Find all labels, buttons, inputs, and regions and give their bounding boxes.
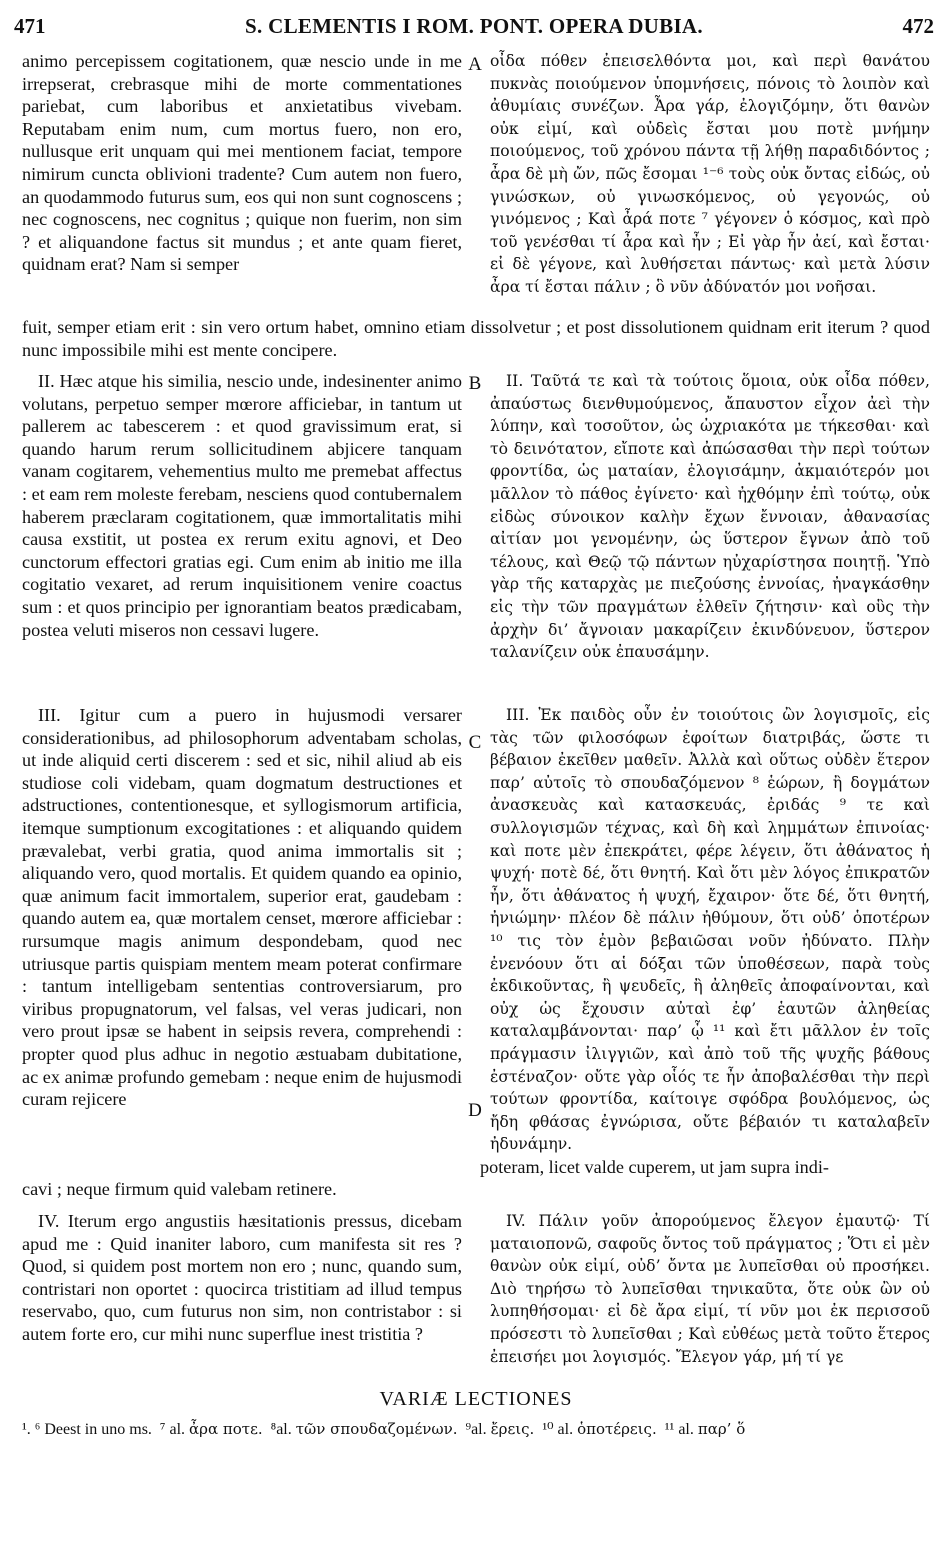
note-greek: ὁποτέρεις. <box>577 1420 657 1438</box>
greek-paragraph: III. Ἐκ παιδὸς οὖν ἐν τοιούτοις ὢν λογισμοῖς, εἰς τὰς τῶν φιλοσόφων ἐφοίτων διατριβάς, ὥστε τι βέβαιον ἐκεῖθεν μαθεῖν. Ἀλλὰ καὶ οὕτως οὐδὲν ἕτερον παρ’ αὐτοῖς τὸ σπουδαζόμενον ⁸ ἑώρων, ἢ δογμάτων ἀνασκευὰς καὶ κατασκευάς, ἐριδάς ⁹ τε καὶ συλλογισμῶν τέχνας, καὶ δὴ καὶ λημμάτων ἐπινοίας· καὶ ποτε μὲν ἐπεκράτει, φέρε λέγειν, ὅτι ἀθάνατος ἡ ψυχή· ποτὲ δέ, ὅτι θνητή. Καὶ ὅτι μὲν λόγος ἐπικρατῶν ἦν, ὅτι ἀθάνατος ἡ ψυχή, ἔχαιρον· ὅτε δέ, ὅτι θνητή, ἠνιώμην· πλέον δὲ πάλιν ἠθύμουν, ὅτι οὐδ’ ὁποτέρων ¹⁰ τις τὸν ἐμὸν βεβαιῶσαι νοῦν ἠδύνατο. Πλὴν ἐνενόουν ὅτι αἱ δόξαι τῶν ὑποθέσεων, παρὰ τοὺς ἐκδικοῦντας, ἢ ψευδεῖς, ἢ ἀληθεῖς ἀποφαίνονται, καὶ οὐχ ὡς ἔχουσιν αὐταὶ ἐφ’ ἑαυτῶν ἀληθείας καταλαμβάνονται· παρ’ ᾧ ¹¹ καὶ ἔτι μᾶλλον ἐν τοῖς πράγμασιν ἰλιγγιῶν, καὶ ἀπὸ τοῦ τῆς ψυχῆς βάθους ἐστέναζον· οὔτε γὰρ οἷός τε ἦν ἀποβαλέσθαι τὴν περὶ τούτων φροντίδα, καίτοιγε σφόδρα βουλόμενος, ὡς ἤδη φθάσας ἐγνώρισα, οὔτε βέβαιόν τι καταλαβεῖν ἠδυνάμην. <box>490 706 930 1154</box>
latin-column-section-3 <box>22 704 462 1111</box>
note-number: ¹⁰ <box>542 1421 554 1438</box>
latin-tail-section-3 <box>22 1178 462 1201</box>
latin-paragraph: poteram, licet valde cuperem, ut jam supra indi- <box>480 1157 829 1177</box>
note-number: ⁸ <box>270 1421 277 1438</box>
greek-paragraph: οἶδα πόθεν ἐπεισελθόντα μοι, καὶ περὶ θανάτου πυκνὰς ποιούμενον ὑπομνήσεις, πόνοις τὸ λοιπὸν καὶ ἀθυμίαις συνέζων. Ἆρα γάρ, ἐλογιζόμην, ὅτι θανὼν οὐκ εἰμί, καὶ οὐδεὶς ἔσται μου ποτὲ μνήμην ποιούμενος, τοῦ χρόνου πάντα τῇ λήθῃ παραδιδόντος ; ἆρα δὲ μὴ ὤν, πῶς ἔσομαι ¹⁻⁶ τοὺς οὐκ ὄντας εἰδώς, οὐ γινώσκων, οὐ γινωσκόμενος, οὐ γεγονώς, οὐ γινόμενος ; Καὶ ἆρά ποτε ⁷ γέγονεν ὁ κόσμος, καὶ πρὸ τοῦ γενέσθαι τί ἆρα καὶ ἦν ; Εἰ γὰρ ἦν ἀεί, καὶ ἔσται· εἰ δὲ γέγονε, καὶ λυθήσεται πάντως· καὶ μετὰ λύσιν ἆρα τί ἔσται πάλιν ; ὃ νῦν ἀδύνατόν μοι νοῆσαι. <box>490 52 930 296</box>
running-header <box>14 14 934 44</box>
section-marker-a: A <box>468 54 482 75</box>
section-marker-b: B <box>468 373 482 394</box>
latin-paragraph: II. Hæc atque his similia, nescio unde, indesinenter animo volutans, perpetuo semper mœrore afficiebar, in tantum ut pallerem ac tabescerem : et quod gravissimum erat, si quando harum rerum sollicitudinem abjicere tanquam vanam cogitarem, vehementius multo me premebat affectus : et eam rem moleste ferebam, nesciens quod contubernalem haberem præclaram cogitationem, quæ immortalitatis mihi causa exstitit, ut postea ex rerum exitu agnovi, et Deo cunctorum effectori gratias egi. Cum enim ab initio me illa cogitatio vexaret, ad rerum inquisitionem venire coactus sum : et quos principio per ignorantiam beatos prædicabam, postea veluti miseros non cessavi lugere. <box>22 371 462 640</box>
note-number: ¹. ⁶ <box>22 1421 41 1438</box>
greek-column-section-2 <box>490 370 930 664</box>
greek-paragraph: IV. Πάλιν γοῦν ἀπορούμενος ἔλεγον ἐμαυτῷ· Τί ματαιοπονῶ, σαφοῦς ὄντος τοῦ πράγματος ; Ὅτι εἰ μὲν θανὼν οὐκ εἰμί, οὐδ’ ὄντα με λυπεῖσθαι οὐ προσήκει. Διὸ τηρήσω τὸ λυπεῖσθαι τηνικαῦτα, ὅτε οὐκ ὢν οὐ λυπηθήσομαι· εἰ δὲ ἄρα εἰμί, τί νῦν μοι ἐκ περισσοῦ πρόσεστι τὸ λυπεῖσθαι ; Καὶ εὐθέως μετὰ τοῦτο ἕτερος ἐπεισήει μοι λογισμός. Ἔλεγον γάρ, μή τί γε <box>490 1212 930 1366</box>
note-greek: ἔρεις. <box>490 1420 535 1438</box>
full-width-line-section-1 <box>22 316 930 361</box>
page-number-right: 472 <box>902 14 934 38</box>
note-greek: παρ’ ὅ <box>697 1420 746 1438</box>
note-text: al. <box>169 1421 186 1438</box>
latin-column-section-2 <box>22 370 462 641</box>
variae-lectiones-notes <box>22 1418 930 1441</box>
latin-paragraph: cavi ; neque firmum quid valebam retinere. <box>22 1179 337 1199</box>
running-title: S. CLEMENTIS I ROM. PONT. OPERA DUBIA. <box>245 14 703 38</box>
greek-column-section-4 <box>490 1210 930 1368</box>
latin-paragraph: animo percepissem cogitationem, quæ nescio unde in me irrepserat, crebrasque mihi de morte commentationes pariebat, cum laboribus et anxietatibus vivebam. Reputabam enim num, cum mortus fuero, non ero, nullusque erit unquam qui mei mentionem faciat, tempore nimirum cuncta oblivioni tradente? Cum autem non fuero, an quodammodo futurus sum, eos qui non sunt cognoscens ; nec cognoscens, nec cognitus ; quique non fuerim, non sim ? et aliquandone factus sit mundus ; et ante quam fieret, quidnam erat? Nam si semper <box>22 51 462 275</box>
greek-column-section-1 <box>490 50 930 299</box>
latin-continuation-right <box>480 1156 930 1179</box>
note-text: al. <box>471 1421 487 1438</box>
note-text: Deest in uno ms. <box>44 1421 152 1438</box>
latin-paragraph: IV. Iterum ergo angustiis hæsitationis pressus, dicebam apud me : Quid inaniter laboro, cum manifesta sit res ? Quod, si quidem post mortem non ero ; nunc, quando sum, contristari non oportet : quocirca tristitiam ad illud tempus reservabo, quo, cum futurus non sim, non contristabor : si autem forte ero, cur mihi nunc superflue inest tristitia ? <box>22 1211 462 1344</box>
note-text: al. <box>557 1421 574 1438</box>
section-marker-c: C <box>468 732 482 753</box>
greek-paragraph: II. Ταῦτά τε καὶ τὰ τούτοις ὅμοια, οὐκ οἶδα πόθεν, ἀπαύστως διενθυμούμενος, ἄπαυστον εἶχον ἀεὶ τὴν λύπην, καὶ τοσοῦτον, ὡς ὠχριακότα με τήκεσθαι· καὶ τὸ δεινότατον, εἴποτε καὶ ἀπώσασθαι τὴν περὶ τούτων φροντίδα, ὡς ματαίαν, ἐλογισάμην, ἀκμαιότερόν μοι μᾶλλον τὸ πάθος ἐγίνετο· καὶ ἠχθόμην ἐπὶ τούτῳ, οὐκ εἰδὼς σύνοικον καλὴν ἔχων ἔννοιαν, ἀθανασίας αἰτίαν μοι γενομένην, ὡς ὕστερον ἔγνων ἀπὸ τοῦ τέλους, καὶ Θεῷ τῷ πάντων ηὐχαρίστησα ποιητῇ. Ὑπὸ γὰρ τῆς καταρχὰς με πιεζούσης ἐννοίας, ἠναγκάσθην εἰς τὴν τῶν πραγμάτων ἐλθεῖν ζήτησιν· καὶ οὓς τὴν ἀρχὴν δι’ ἄγνοιαν μακαρίζειν ἐκινδύνευον, ὕστερον ταλανίζειν οὐκ ἐπαυσάμην. <box>490 372 930 662</box>
note-text: al. <box>276 1421 292 1438</box>
variae-lectiones-heading: VARIÆ LECTIONES <box>379 1388 573 1410</box>
section-marker-d: D <box>468 1100 482 1121</box>
latin-column-section-1 <box>22 50 462 276</box>
full-width-paragraph: fuit, semper etiam erit : sin vero ortum habet, omnino etiam dissolvetur ; et post dissolutionem quidnam erit iterum ? quod nunc impossibile mihi est mente concipere. <box>22 317 930 360</box>
note-greek: τῶν σπουδαζομένων. <box>295 1420 458 1438</box>
note-number: ⁹ <box>465 1421 472 1438</box>
page-number-left: 471 <box>14 14 46 38</box>
latin-column-section-4 <box>22 1210 462 1346</box>
latin-paragraph: III. Igitur cum a puero in hujusmodi versarer considerationibus, ad philosophorum adventabam scholas, ut inde aliquid certi discerem : sed et sic, nihil aliud ab eis studiose coli videbam, quam dogmatum destructiones et adstructiones, contentionesque, et syllogismorum artificia, itemque sumptionum excogitationes : et aliquando quidem prævalebat, verbi gratia, quod anima immortalis sit ; aliquando vero, quod mortalis. Et quidem quando ea opinio, quæ animum facit immortalem, superior erat, gaudebam : quando autem ea, quæ mortalem censet, mœrore afficiebar : rursumque magis animum despondebam, quod nec utriusque partis quispiam mentem meam poterat confirmare : tantum intelligebam sententias controversiarum, pro viribus propugnatorum, vel falsas, vel veras judicari, non vero prout ipsæ se habent in seipsis revera, comprehendi : propter quod plus adhuc in negotio æstuabam dubitatione, ac ex animæ profundo gemebam : neque enim de hujusmodi curam rejicere <box>22 705 462 1110</box>
note-number: ⁷ <box>159 1421 166 1438</box>
note-greek: ἆρα ποτε. <box>189 1420 263 1438</box>
greek-column-section-3 <box>490 704 930 1156</box>
note-number: ¹¹ <box>664 1421 675 1438</box>
note-text: al. <box>678 1421 694 1438</box>
